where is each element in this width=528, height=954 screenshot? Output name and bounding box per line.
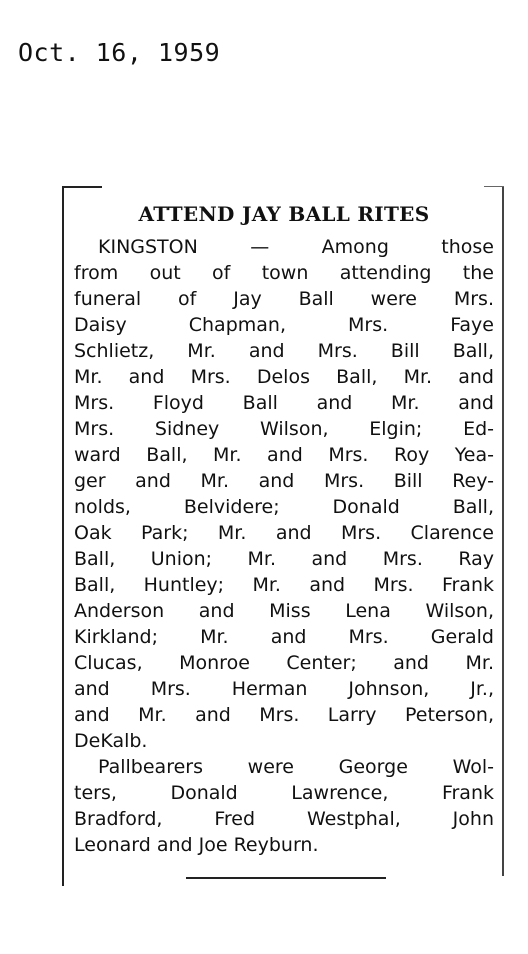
body-line: nolds, Belvidere; Donald Ball,: [74, 496, 494, 518]
body-line: Mrs. Sidney Wilson, Elgin; Ed-: [74, 418, 494, 440]
body-line: Ball, Huntley; Mr. and Mrs. Frank: [74, 574, 494, 596]
body-line: Anderson and Miss Lena Wilson,: [74, 600, 494, 622]
body-line: and Mr. and Mrs. Larry Peterson,: [74, 704, 494, 726]
body-line: Pallbearers were George Wol-: [98, 756, 494, 778]
body-line: and Mrs. Herman Johnson, Jr.,: [74, 678, 494, 700]
body-line: ger and Mr. and Mrs. Bill Rey-: [74, 470, 494, 492]
right-border-rule: [502, 186, 504, 876]
article-headline: ATTEND JAY BALL RITES: [138, 202, 430, 226]
body-line: Clucas, Monroe Center; and Mr.: [74, 652, 494, 674]
body-line: Mrs. Floyd Ball and Mr. and: [74, 392, 494, 414]
top-right-dash: [484, 186, 504, 187]
body-line: Daisy Chapman, Mrs. Faye: [74, 314, 494, 336]
newspaper-clipping: [58, 176, 504, 896]
body-line: Kirkland; Mr. and Mrs. Gerald: [74, 626, 494, 648]
body-line: Oak Park; Mr. and Mrs. Clarence: [74, 522, 494, 544]
body-line: Ball, Union; Mr. and Mrs. Ray: [74, 548, 494, 570]
body-line: Leonard and Joe Reyburn.: [74, 834, 319, 856]
top-left-dash: [62, 186, 102, 188]
body-line: DeKalb.: [74, 730, 148, 752]
bottom-rule: [186, 877, 386, 879]
body-line: ters, Donald Lawrence, Frank: [74, 782, 494, 804]
body-line: from out of town attending the: [74, 262, 494, 284]
clipping-date: Oct. 16, 1959: [18, 38, 221, 67]
article-body: [74, 234, 494, 858]
body-line: ward Ball, Mr. and Mrs. Roy Yea-: [74, 444, 494, 466]
left-border-rule: [62, 186, 64, 886]
body-line: Bradford, Fred Westphal, John: [74, 808, 494, 830]
body-line: Mr. and Mrs. Delos Ball, Mr. and: [74, 366, 494, 388]
body-line: funeral of Jay Ball were Mrs.: [74, 288, 494, 310]
body-line: KINGSTON — Among those: [98, 236, 494, 258]
body-line: Schlietz, Mr. and Mrs. Bill Ball,: [74, 340, 494, 362]
